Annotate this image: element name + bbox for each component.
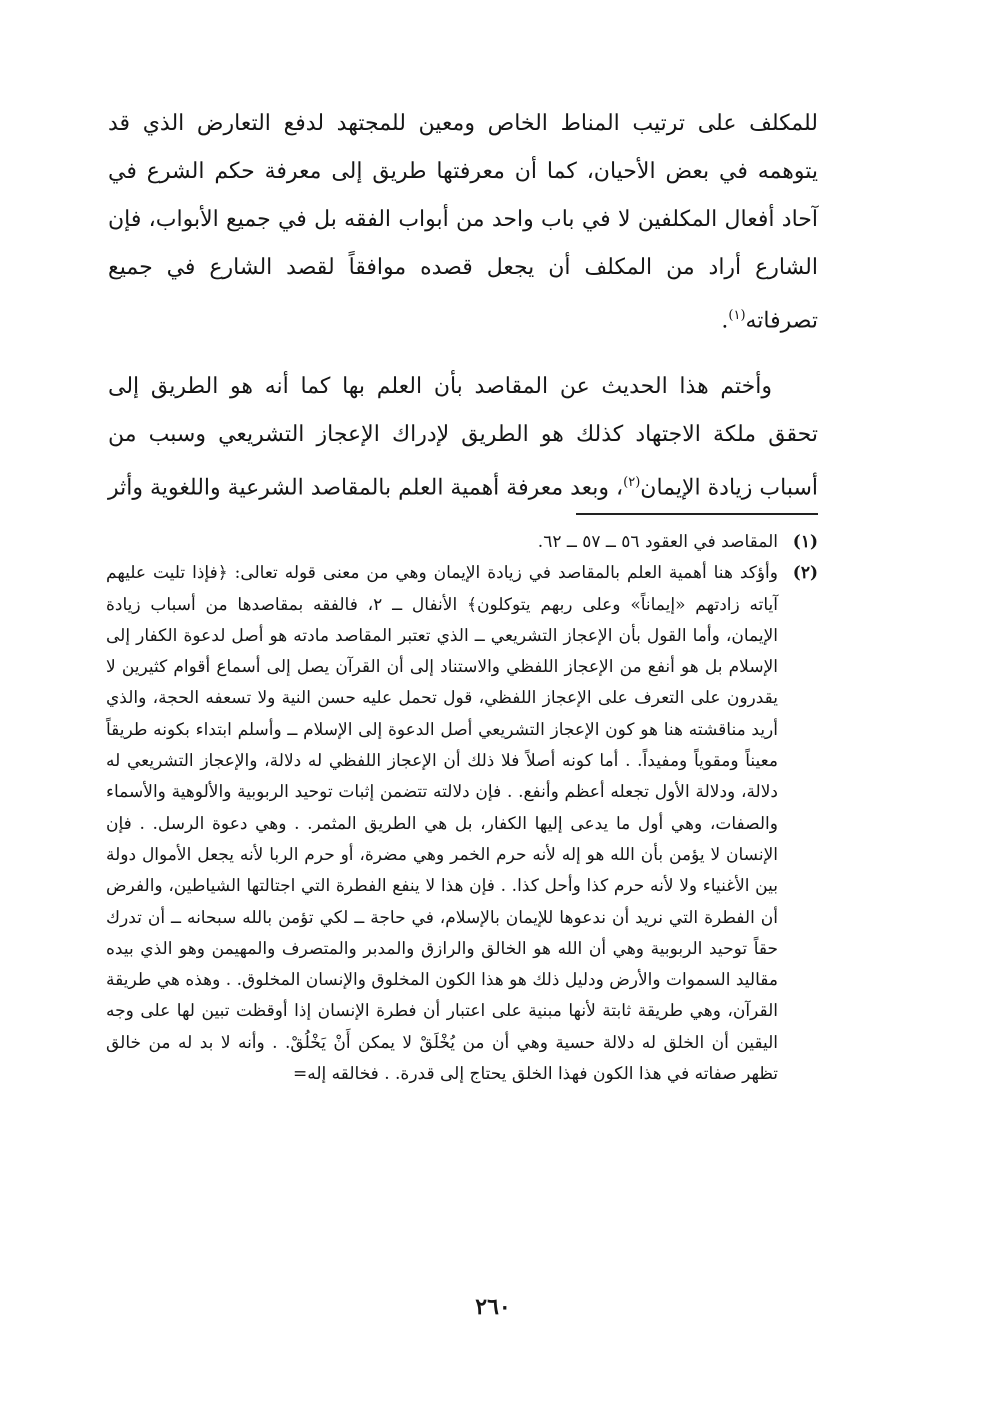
paragraph-1-text: للمكلف على ترتيب المناط الخاص ومعين للمجتهد لدفع التعارض الذي قد يتوهمه في بعض الأحيان، كما أن معرفتها طريق إلى معرفة حكم الشرع في آحاد أفعال المكلفين لا في باب واحد من أبواب الفقه بل في جميع الأبواب، فإن الشارع أراد من المكلف أن يجعل قصده موافقاً لقصد الشارع في جميع تصرفاته xyxy=(108,111,818,334)
footnotes xyxy=(106,527,818,1090)
footnote-1-number: (١) xyxy=(792,532,818,552)
paragraph-2 xyxy=(108,363,818,512)
paragraph-1-end: . xyxy=(721,308,729,334)
footnote-ref-1: (١) xyxy=(728,308,746,323)
footnote-2 xyxy=(106,558,818,1090)
footnote-1 xyxy=(106,527,818,558)
footnote-divider xyxy=(576,513,818,515)
page-number: ٢٦٠ xyxy=(475,1294,511,1320)
footnote-2-text: وأؤكد هنا أهمية العلم بالمقاصد في زيادة الإيمان وهي من معنى قوله تعالى: ﴿فإذا تليت عليهم آياته زادتهم «إيماناً» وعلى ربهم يتوكلون﴾ الأنفال ــ ٢، فالفقه بمقاصدها من أسباب زيادة الإيمان، وأما القول بأن الإعجاز التشريعي ــ الذي تعتبر المقاصد مادته هو أصل لدعوة الكفار إلى الإسلام بل هو أنفع من الإعجاز اللفظي والاستناد إلى أن القرآن يصل إلى أسماع أقوام كثيرين لا يقدرون على التعرف على الإعجاز اللفظي، قول تحمل عليه حسن النية ولا تسعفه الحجة، والذي أريد مناقشته هنا هو كون الإعجاز التشريعي أصل الدعوة إلى الإسلام ــ وأسلم ابتداء بكونه طريقاً معيناً ومقوياً ومفيداً. . أما كونه أصلاً فلا ذلك أن الإعجاز اللفظي له دلالة، والإعجاز التشريعي له دلالة، ودلالة الأول تجعله أعظم وأنفع. . فإن دلالته تتضمن إثبات توحيد الربوبية والألوهية والأسماء والصفات، وهي أول ما يدعى إليها الكفار، بل هي الطريق المثمر. . وهي دعوة الرسل. . فإن الإنسان لا يؤمن بأن الله هو إله لأنه حرم الخمر وهي مضرة، أو حرم الربا لأنه يجعل الأموال دولة بين الأغنياء ولا لأنه حرم كذا وأحل كذا. . فإن هذا لا ينفع الفطرة التي اجتالتها الشياطين، والفرض أن الفطرة التي نريد أن ندعوها للإيمان بالإسلام، في حاجة ــ لكي تؤمن بالله سبحانه ــ أن تدرك حقاً توحيد الربوبية وهي أن الله هو الخالق والرازق والمدبر والمتصرف والمهيمن وهو الذي بيده مقاليد السموات والأرض ودليل ذلك هو هذا الكون المخلوق والإنسان المخلوق. . وهذه هي طريقة القرآن، وهي طريقة ثابتة لأنها مبنية على اعتبار أن فطرة الإنسان إذا أوقظت تبين لها على وجه اليقين أن الخلق له دلالة حسية وهي أن من يُخْلَقْ لا يمكن أَنْ يَخْلُقْ. . وأنه لا بد له من خالق تظهر صفاته في هذا الكون فهذا الخلق يحتاج إلى قدرة. . فخالقه إله= xyxy=(106,563,778,1085)
footnote-1-text: المقاصد في العقود ٥٦ ــ ٥٧ ــ ٦٢. xyxy=(537,532,778,552)
main-text xyxy=(108,100,818,513)
paragraph-2-text-a: وأختم هذا الحديث عن المقاصد بأن العلم بها كما أنه هو الطريق إلى تحقق ملكة الاجتهاد كذلك هو الطريق لإدراك الإعجاز التشريعي وسبب من أسباب زيادة الإيمان xyxy=(108,374,818,501)
paragraph-1 xyxy=(108,100,818,345)
footnote-2-number: (٢) xyxy=(792,563,818,584)
footnote-ref-2: (٢) xyxy=(623,475,641,491)
paragraph-2-text-b: ، وبعد معرفة أهمية العلم بالمقاصد الشرعية واللغوية وأثر xyxy=(108,475,624,501)
